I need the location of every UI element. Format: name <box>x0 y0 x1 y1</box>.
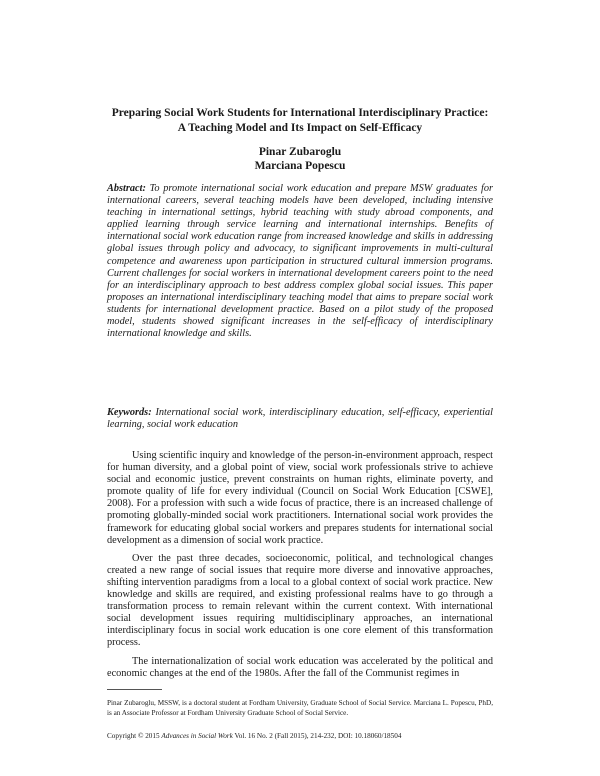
journal-name: Advances in Social Work <box>161 732 233 740</box>
abstract-label: Abstract: <box>107 183 146 194</box>
author-name: Marciana Popescu <box>254 160 346 172</box>
keywords <box>107 407 493 431</box>
body-text <box>107 450 493 686</box>
footnote-divider <box>107 689 162 690</box>
body-paragraph: Using scientific inquiry and knowledge of the person-in-environment approach, respect for human diversity, and a global point of view, social work professionals strive to achieve social and economic justice, prevent constraints on human rights, eliminate poverty, and promote quality of life for every individual (Council on Social Work Education [CSWE], 2008). For a profession with such a wide focus of practice, there is an increased challenge of promoting globally-minded social work practitioners. International social work provides the framework for educating global social workers and prepares students for international social development as a dimension of social work practice. <box>107 450 493 546</box>
title-line-2: A Teaching Model and Its Impact on Self-Efficacy <box>177 122 423 134</box>
paper-title <box>60 106 540 136</box>
title-line-1: Preparing Social Work Students for International Interdisciplinary Practice: <box>111 107 489 119</box>
abstract-text: To promote international social work education and prepare MSW graduates for international careers, several teaching models have been developed, including intensive teaching in international settings, hybrid teaching with study abroad components, and applied learning through service learning and international internships. Benefits of international social work education range from increased knowledge and skills in addressing global issues through policy and advocacy, to significant improvements in multi-cultural competence and awareness upon participation in structured cultural immersion programs. Current challenges for social workers in international development careers point to the need for an interdisciplinary approach to best address complex global social issues. This paper proposes an international interdisciplinary teaching model that aims to prepare social work students for international development practice. Based on a pilot study of the proposed model, students showed significant increases in the self-efficacy of interdisciplinary international knowledge and skills. <box>107 183 493 340</box>
copyright-suffix: Vol. 16 No. 2 (Fall 2015), 214-232, DOI: 10.18060/18504 <box>232 732 402 740</box>
keywords-text: International social work, interdisciplinary education, self-efficacy, experiential learning, social work education <box>107 407 493 431</box>
author-name: Pinar Zubaroglu <box>258 146 342 158</box>
body-paragraph: The internationalization of social work education was accelerated by the political and economic changes at the end of the 1980s. After the fall of the Communist regimes in <box>107 655 493 679</box>
body-paragraph: Over the past three decades, socioeconomic, political, and technological changes created a new range of social issues that require more diverse and innovative approaches, shifting intervention paradigms from a local to a global context of social work practice. New knowledge and skills are required, and existing professional realms have to go through a transformation process to remain relevant within the current context. With international social development issues requiring multidisciplinary approaches, an international interdisciplinary focus in social work education is one core element of this transformation process. <box>107 552 493 649</box>
copyright-prefix: Copyright © 2015 <box>107 732 162 740</box>
author-list <box>60 145 540 173</box>
abstract <box>107 183 493 340</box>
author-footnote: Pinar Zubaroglu, MSSW, is a doctoral student at Fordham University, Graduate School of Social Service. Marciana L. Popescu, PhD, is an Associate Professor at Fordham University Graduate School of Social Service. <box>107 699 493 717</box>
copyright-line <box>107 732 507 741</box>
keywords-label: Keywords: <box>107 407 152 418</box>
